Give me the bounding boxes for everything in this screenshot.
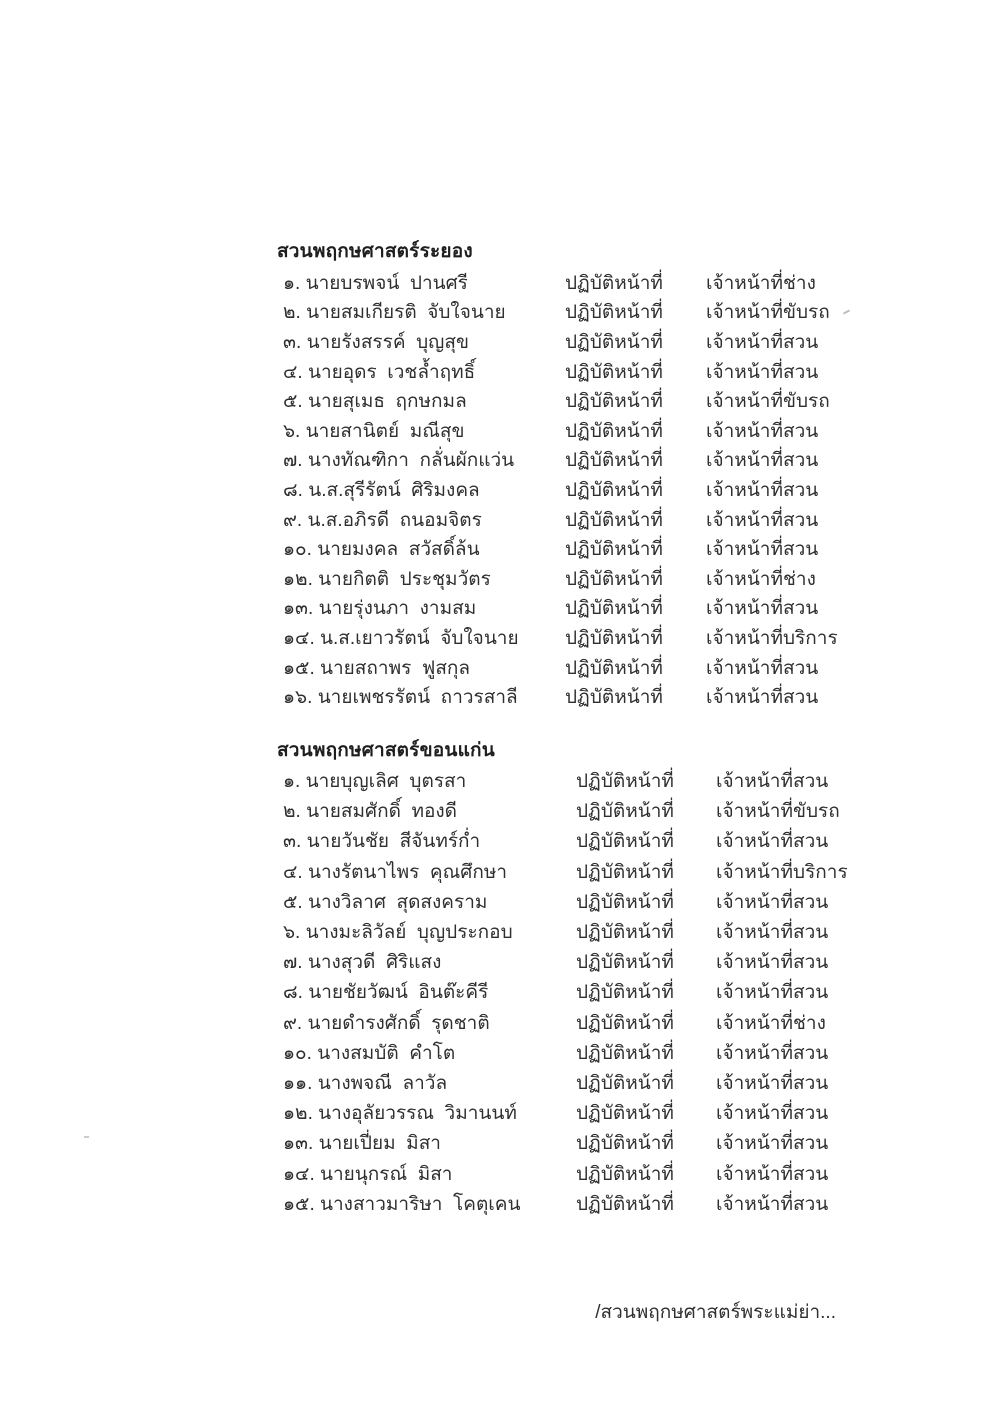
row-name: นายสุเมธ ฤกษกมล [307, 391, 467, 413]
roster-row [277, 505, 897, 535]
row-position: เจ้าหน้าที่บริการ [716, 861, 848, 883]
roster-row [277, 1098, 897, 1128]
row-duty-label: ปฏิบัติหน้าที่ [576, 1072, 674, 1094]
row-position: เจ้าหน้าที่ขับรถ [716, 801, 840, 823]
row-name: นายรุ่งนภา งามสม [318, 598, 477, 620]
row-position: เจ้าหน้าที่สวน [706, 598, 819, 620]
row-number-and-name [277, 327, 565, 357]
row-duty-label: ปฏิบัติหน้าที่ [576, 1103, 674, 1125]
row-position: เจ้าหน้าที่ขับรถ [706, 391, 830, 413]
roster-rows [277, 268, 897, 712]
row-number: ๑๖. [283, 687, 313, 709]
row-name: นายสมศักดิ์ ทองดี [306, 801, 458, 823]
section-khonkaen [277, 734, 897, 1219]
row-number-and-name [277, 653, 565, 683]
row-number-and-name [277, 534, 565, 564]
section-rayong [277, 234, 897, 712]
roster-row [277, 564, 897, 594]
row-number-and-name [277, 977, 576, 1007]
row-duty-label: ปฏิบัติหน้าที่ [576, 801, 674, 823]
row-number-and-name [277, 1008, 576, 1038]
row-number: ๗. [283, 952, 303, 974]
row-position: เจ้าหน้าที่ช่าง [716, 1012, 826, 1034]
row-number-and-name [277, 826, 576, 856]
row-duty-label: ปฏิบัติหน้าที่ [576, 1193, 674, 1215]
row-duty-label: ปฏิบัติหน้าที่ [576, 1012, 674, 1034]
roster-rows [277, 766, 897, 1219]
roster-row [277, 416, 897, 446]
row-position: เจ้าหน้าที่สวน [716, 831, 829, 853]
row-number: ๕. [283, 891, 303, 913]
row-number: ๖. [283, 922, 301, 944]
row-number-and-name [277, 947, 576, 977]
roster-row [277, 1189, 897, 1219]
row-number: ๗. [283, 450, 303, 472]
row-number-and-name [277, 1128, 576, 1158]
row-number: ๑. [283, 272, 301, 294]
row-number: ๙. [283, 1012, 303, 1034]
section-title-khonkaen: สวนพฤกษศาสตร์ขอนแก่น [277, 740, 495, 761]
row-number-and-name [277, 268, 565, 298]
row-number: ๑๒. [283, 1103, 313, 1125]
row-position: เจ้าหน้าที่สวน [706, 509, 819, 531]
row-position: เจ้าหน้าที่สวน [716, 922, 829, 944]
row-number: ๑๔. [283, 1163, 315, 1185]
row-number-and-name [277, 297, 565, 327]
row-position: เจ้าหน้าที่สวน [716, 1103, 829, 1125]
row-name: นายสถาพร ฟูสกุล [320, 657, 471, 679]
row-duty-label: ปฏิบัติหน้าที่ [576, 831, 674, 853]
row-number-and-name [277, 593, 565, 623]
row-number: ๑๑. [283, 1072, 313, 1094]
row-number: ๑. [283, 771, 301, 793]
row-position: เจ้าหน้าที่ช่าง [706, 272, 816, 294]
row-duty-label: ปฏิบัติหน้าที่ [576, 1133, 674, 1155]
row-number-and-name [277, 357, 565, 387]
row-duty-label: ปฏิบัติหน้าที่ [565, 479, 663, 501]
row-name: นางมะลิวัลย์ บุญประกอบ [305, 922, 513, 944]
row-duty-label: ปฏิบัติหน้าที่ [565, 539, 663, 561]
roster-row [277, 826, 897, 856]
row-position: เจ้าหน้าที่สวน [716, 1163, 829, 1185]
row-position: เจ้าหน้าที่สวน [716, 1193, 829, 1215]
row-name: นางสมบัติ คำโต [317, 1042, 456, 1064]
row-number-and-name [277, 416, 565, 446]
row-number-and-name [277, 445, 565, 475]
roster-row [277, 653, 897, 683]
row-number-and-name [277, 475, 565, 505]
row-number-and-name [277, 564, 565, 594]
row-number-and-name [277, 1068, 576, 1098]
roster-row [277, 446, 897, 476]
row-position: เจ้าหน้าที่สวน [716, 771, 829, 793]
row-position: เจ้าหน้าที่สวน [716, 1072, 829, 1094]
row-number: ๑๐. [283, 1042, 312, 1064]
roster-row [277, 268, 897, 298]
row-number-and-name [277, 1189, 576, 1219]
row-duty-label: ปฏิบัติหน้าที่ [576, 891, 674, 913]
row-name: นายนุกรณ์ มิสา [320, 1163, 453, 1185]
roster-row [277, 947, 897, 977]
row-name: น.ส.อภิรดี ถนอมจิตร [307, 509, 482, 531]
row-number: ๕. [283, 391, 303, 413]
row-position: เจ้าหน้าที่สวน [716, 952, 829, 974]
row-number: ๘. [283, 479, 303, 501]
row-number: ๑๒. [283, 568, 313, 590]
row-number-and-name [277, 857, 576, 887]
row-position: เจ้าหน้าที่สวน [716, 891, 829, 913]
row-name: นางทัณฑิกา กลั่นผักแว่น [307, 450, 515, 472]
row-duty-label: ปฏิบัติหน้าที่ [565, 568, 663, 590]
roster-row [277, 386, 897, 416]
row-number-and-name [277, 623, 565, 653]
row-name: นายสานิตย์ มณีสุข [305, 420, 465, 442]
row-duty-label: ปฏิบัติหน้าที่ [576, 952, 674, 974]
row-number-and-name [277, 887, 576, 917]
row-position: เจ้าหน้าที่สวน [716, 1133, 829, 1155]
row-number-and-name [277, 386, 565, 416]
row-duty-label: ปฏิบัติหน้าที่ [565, 627, 663, 649]
row-number: ๑๓. [283, 1133, 314, 1155]
row-name: นายบุญเลิศ บุตรสา [305, 771, 467, 793]
row-position: เจ้าหน้าที่สวน [706, 361, 819, 383]
row-number-and-name [277, 1159, 576, 1189]
row-number: ๓. [283, 831, 302, 853]
row-position: เจ้าหน้าที่ขับรถ [706, 302, 830, 324]
row-duty-label: ปฏิบัติหน้าที่ [576, 771, 674, 793]
roster-row [277, 682, 897, 712]
row-name: นางสุวดี ศิริแสง [307, 952, 442, 974]
row-number-and-name [277, 682, 565, 712]
roster-row [277, 475, 897, 505]
row-name: นายเพชรรัตน์ ถาวรสาลี [317, 687, 518, 709]
roster-row [277, 857, 897, 887]
row-duty-label: ปฏิบัติหน้าที่ [576, 1042, 674, 1064]
row-number-and-name [277, 766, 576, 796]
row-duty-label: ปฏิบัติหน้าที่ [576, 922, 674, 944]
row-duty-label: ปฏิบัติหน้าที่ [565, 272, 663, 294]
row-name: นายชัยวัฒน์ อินต๊ะคีรี [308, 982, 489, 1004]
row-number-and-name [277, 505, 565, 535]
row-position: เจ้าหน้าที่ช่าง [706, 568, 816, 590]
row-name: นางอุลัยวรรณ วิมานนท์ [318, 1103, 517, 1125]
row-position: เจ้าหน้าที่สวน [706, 687, 819, 709]
row-position: เจ้าหน้าที่สวน [706, 479, 819, 501]
row-duty-label: ปฏิบัติหน้าที่ [565, 302, 663, 324]
roster-row [277, 917, 897, 947]
row-duty-label: ปฏิบัติหน้าที่ [576, 1163, 674, 1185]
row-position: เจ้าหน้าที่สวน [716, 982, 829, 1004]
row-name: นายมงคล สวัสดิ์ล้น [317, 539, 480, 561]
row-name: น.ส.สุรีรัตน์ ศิริมงคล [308, 479, 480, 501]
row-number: ๑๕. [283, 1193, 315, 1215]
row-duty-label: ปฏิบัติหน้าที่ [565, 598, 663, 620]
row-number-and-name [277, 1098, 576, 1128]
roster-row [277, 1008, 897, 1038]
page-continuation-note: /สวนพฤกษศาสตร์พระแม่ย่า... [595, 1302, 836, 1323]
row-position: เจ้าหน้าที่บริการ [706, 627, 838, 649]
row-name: นายสมเกียรติ จับใจนาย [306, 302, 506, 324]
row-number: ๑๓. [283, 598, 314, 620]
row-duty-label: ปฏิบัติหน้าที่ [565, 509, 663, 531]
row-number: ๒. [283, 302, 301, 324]
row-duty-label: ปฏิบัติหน้าที่ [576, 861, 674, 883]
row-number: ๒. [283, 801, 301, 823]
roster-row [277, 623, 897, 653]
row-number: ๙. [283, 509, 303, 531]
row-name: นายบรพจน์ ปานศรี [305, 272, 468, 294]
row-number: ๓. [283, 331, 302, 353]
row-number-and-name [277, 1038, 576, 1068]
row-name: นางพจณี ลาวัล [317, 1072, 448, 1094]
roster-row [277, 534, 897, 564]
row-number: ๔. [283, 361, 303, 383]
row-duty-label: ปฏิบัติหน้าที่ [565, 450, 663, 472]
row-duty-label: ปฏิบัติหน้าที่ [565, 420, 663, 442]
row-number: ๔. [283, 861, 303, 883]
roster-row [277, 766, 897, 796]
row-name: นางสาวมาริษา โคตุเคน [320, 1193, 521, 1215]
row-duty-label: ปฏิบัติหน้าที่ [565, 657, 663, 679]
row-number-and-name [277, 917, 576, 947]
row-name: นางวิลาศ สุดสงคราม [307, 891, 488, 913]
row-position: เจ้าหน้าที่สวน [706, 420, 819, 442]
roster-row [277, 977, 897, 1007]
row-name: นายเปี่ยม มิสา [318, 1133, 441, 1155]
roster-row [277, 796, 897, 826]
roster-row [277, 327, 897, 357]
row-duty-label: ปฏิบัติหน้าที่ [565, 391, 663, 413]
scan-speck [84, 1136, 89, 1138]
row-number: ๖. [283, 420, 301, 442]
row-duty-label: ปฏิบัติหน้าที่ [565, 361, 663, 383]
roster-row [277, 298, 897, 328]
row-duty-label: ปฏิบัติหน้าที่ [565, 331, 663, 353]
row-name: นายอุดร เวชล้ำฤทธิ์ [307, 361, 476, 383]
row-number: ๑๕. [283, 657, 315, 679]
row-position: เจ้าหน้าที่สวน [706, 657, 819, 679]
roster-row [277, 1158, 897, 1188]
row-number: ๘. [283, 982, 303, 1004]
roster-row [277, 1068, 897, 1098]
row-position: เจ้าหน้าที่สวน [706, 331, 819, 353]
row-number-and-name [277, 796, 576, 826]
row-duty-label: ปฏิบัติหน้าที่ [565, 687, 663, 709]
row-duty-label: ปฏิบัติหน้าที่ [576, 982, 674, 1004]
roster-row [277, 594, 897, 624]
row-number: ๑๐. [283, 539, 312, 561]
row-name: นางรัตนาไพร คุณศึกษา [307, 861, 508, 883]
row-position: เจ้าหน้าที่สวน [706, 450, 819, 472]
row-name: นายรังสรรค์ บุญสุข [306, 331, 469, 353]
row-name: นายวันชัย สีจันทร์ก่ำ [306, 831, 481, 853]
row-position: เจ้าหน้าที่สวน [706, 539, 819, 561]
row-name: น.ส.เยาวรัตน์ จับใจนาย [320, 627, 519, 649]
row-name: นายกิตติ ประชุมวัตร [318, 568, 491, 590]
row-number: ๑๔. [283, 627, 315, 649]
roster-row [277, 357, 897, 387]
roster-row [277, 887, 897, 917]
row-position: เจ้าหน้าที่สวน [716, 1042, 829, 1064]
roster-row [277, 1128, 897, 1158]
row-name: นายดำรงศักดิ์ รุดชาติ [307, 1012, 490, 1034]
roster-row [277, 1038, 897, 1068]
section-title-rayong: สวนพฤกษศาสตร์ระยอง [277, 241, 473, 262]
